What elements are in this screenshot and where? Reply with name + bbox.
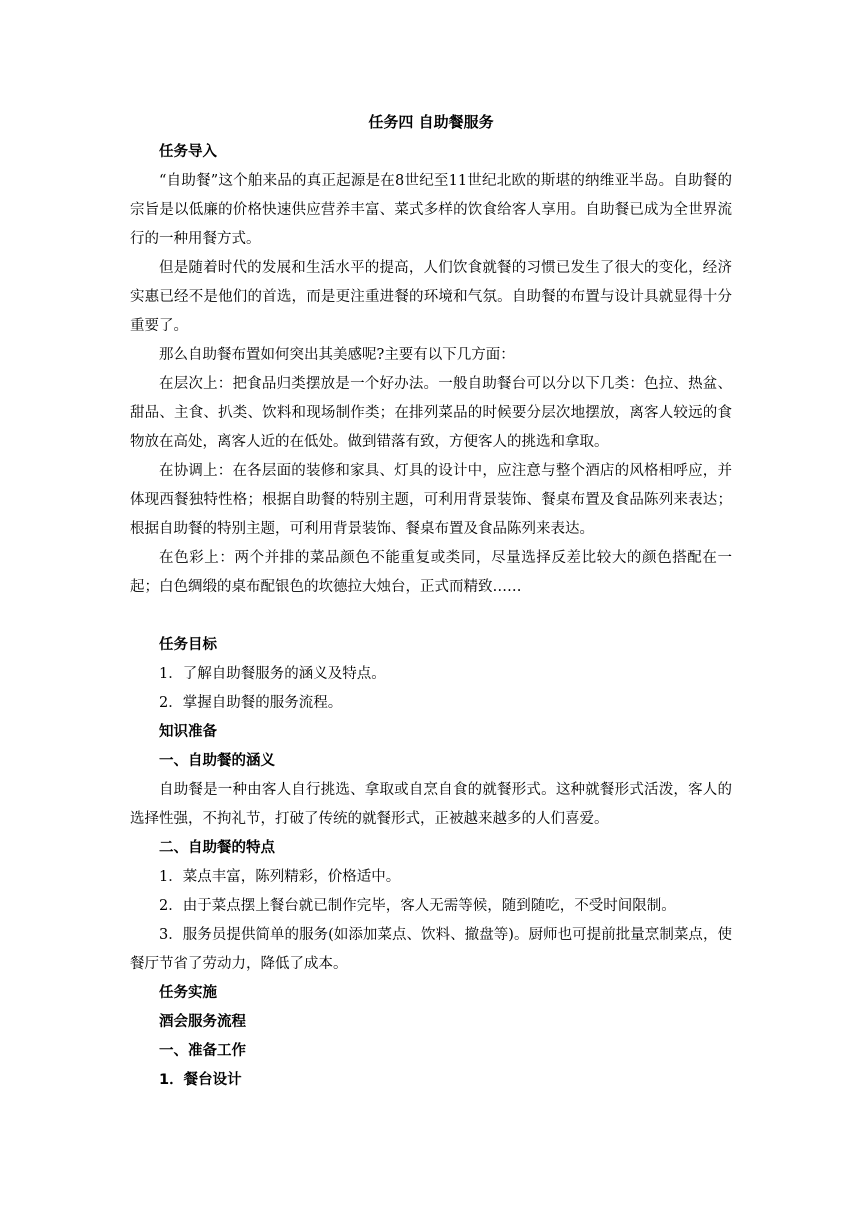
goals-heading: 任务目标	[159, 637, 217, 653]
table-design-heading: 1．餐台设计	[159, 1072, 242, 1088]
blank-line	[130, 602, 732, 631]
intro-heading: 任务导入	[159, 144, 217, 160]
buffet-features-heading: 二、自助餐的特点	[159, 840, 275, 856]
intro-paragraph-coordination: 在协调上：在各层面的装修和家具、灯具的设计中，应注意与整个酒店的风格相呼应，并体现西餐独特性格；根据自助餐的特别主题，可利用背景装饰、餐桌布置及食品陈列来表达；根据自助餐的特别主题，可利用背景装饰、餐桌布置及食品陈列来表达。	[130, 463, 732, 537]
intro-paragraph-change: 但是随着时代的发展和生活水平的提高，人们饮食就餐的习惯已发生了很大的变化，经济实惠已经不是他们的首选，而是更注重进餐的环境和气氛。自助餐的布置与设计具就显得十分重要了。	[130, 260, 732, 334]
preparation-heading: 一、准备工作	[159, 1043, 246, 1059]
feature-item: 2．由于菜点摆上餐台就已制作完毕，客人无需等候，随到随吃，不受时间限制。	[159, 898, 676, 914]
buffet-meaning-heading: 一、自助餐的涵义	[159, 753, 275, 769]
feature-item: 1．菜点丰富，陈列精彩，价格适中。	[159, 869, 401, 885]
knowledge-heading: 知识准备	[159, 724, 217, 740]
page-title: 任务四 自助餐服务	[368, 113, 494, 131]
implementation-heading: 任务实施	[159, 985, 217, 1001]
buffet-meaning-text: 自助餐是一种由客人自行挑选、拿取或自烹自食的就餐形式。这种就餐形式活泼，客人的选择性强，不拘礼节，打破了传统的就餐形式，正被越来越多的人们喜爱。	[130, 782, 732, 827]
goal-item: 2．掌握自助餐的服务流程。	[159, 695, 343, 711]
intro-paragraph-color: 在色彩上：两个并排的菜品颜色不能重复或类同，尽量选择反差比较大的颜色搭配在一起；白色绸缎的桌布配银色的坎德拉大烛台，正式而精致……	[130, 550, 732, 595]
service-process-heading: 酒会服务流程	[159, 1014, 246, 1030]
intro-paragraph-layering: 在层次上：把食品归类摆放是一个好办法。一般自助餐台可以分以下几类：色拉、热盆、甜品、主食、扒类、饮料和现场制作类；在排列菜品的时候要分层次地摆放，离客人较远的食物放在高处，离客人近的在低处。做到错落有致，方便客人的挑选和拿取。	[130, 376, 732, 450]
intro-paragraph-origin: “自助餐”这个舶来品的真正起源是在8世纪至11世纪北欧的斯堪的纳维亚半岛。自助餐的宗旨是以低廉的价格快速供应营养丰富、菜式多样的饮食给客人享用。自助餐已成为全世界流行的一种用餐方式。	[130, 173, 732, 247]
feature-item: 3．服务员提供简单的服务(如添加菜点、饮料、撤盘等)。厨师也可提前批量烹制菜点，使餐厅节省了劳动力，降低了成本。	[130, 927, 732, 972]
intro-paragraph-question: 那么自助餐布置如何突出其美感呢?主要有以下几方面：	[159, 347, 515, 363]
goal-item: 1．了解自助餐服务的涵义及特点。	[159, 666, 386, 682]
document-body	[130, 138, 732, 1095]
